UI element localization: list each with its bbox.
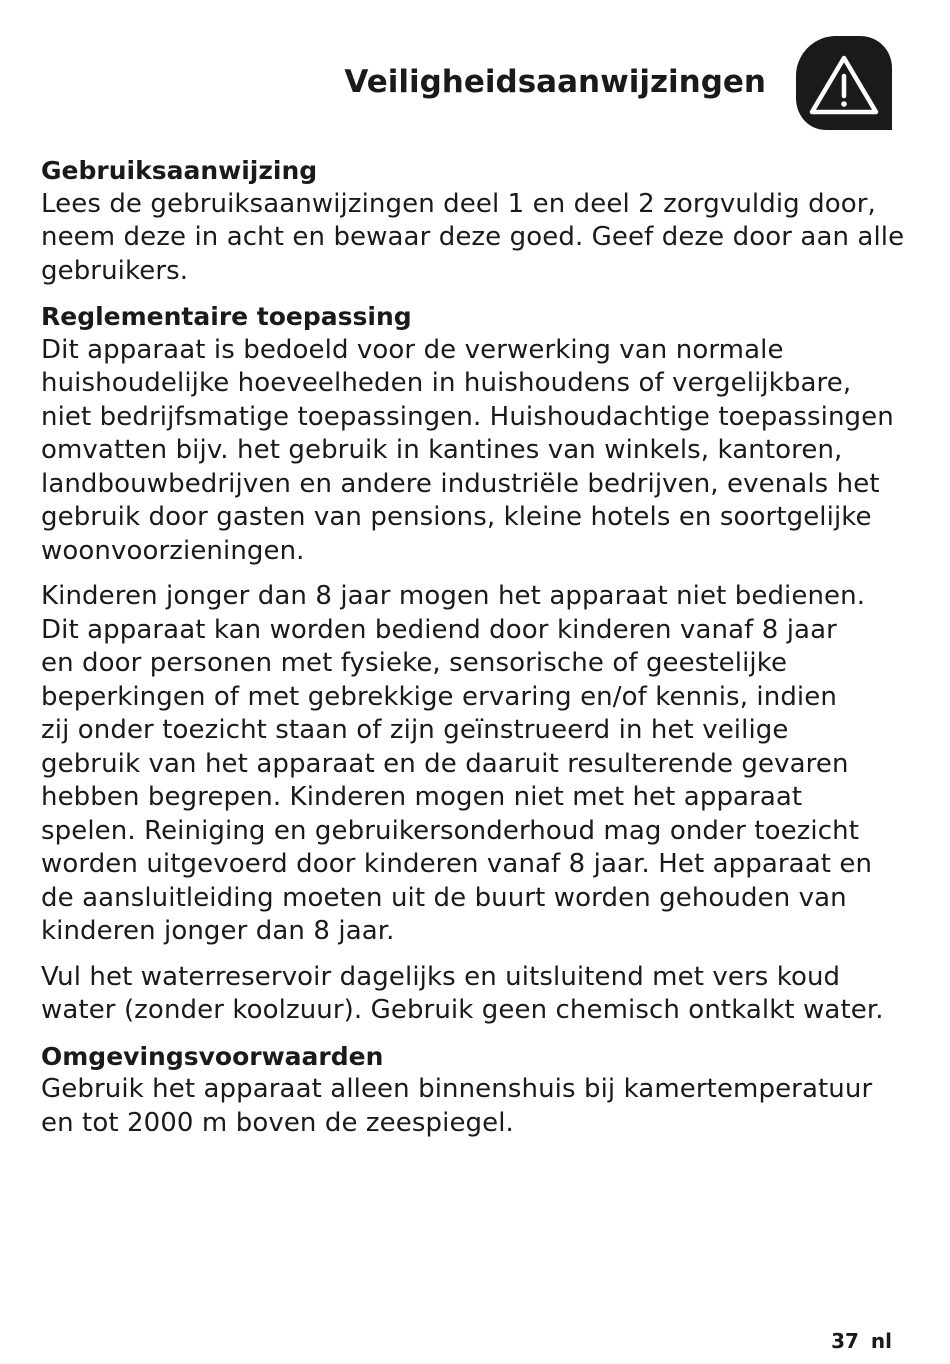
paragraph [41,188,911,289]
text-line: de aansluitleiding moeten uit de buurt worden gehouden van [41,882,847,913]
text-line: niet bedrijfsmatige toepassingen. Huishoudachtige toepassingen [41,401,894,432]
text-line: Vul het waterreservoir dagelijks en uitsluitend met vers koud [41,961,841,992]
page-title: Veiligheidsaanwijzingen [344,64,766,100]
text-line: neem deze in acht en bewaar deze goed. Geef deze door aan alle [41,222,905,252]
section-heading: Reglementaire toepassing [41,302,412,331]
paragraph [41,961,911,1028]
text-line: Dit apparaat kan worden bediend door kinderen vanaf 8 jaar [41,614,837,645]
text-line: Kinderen jonger dan 8 jaar mogen het apparaat niet bedienen. [41,581,866,611]
text-line: gebruik van het apparaat en de daaruit resulterende gevaren [41,748,849,779]
section-gebruiksaanwijzing [41,154,911,288]
paragraph [41,580,911,949]
page-number: 37 [831,1329,859,1353]
text-line: Gebruik het apparaat alleen binnenshuis bij kamertemperatuur [41,1074,873,1104]
section-heading: Gebruiksaanwijzing [41,156,318,185]
paragraph [41,1073,911,1140]
text-line: beperkingen of met gebrekkige ervaring en/of kennis, indien [41,681,837,712]
warning-triangle-icon [796,36,892,130]
page-footer [831,1328,892,1354]
warning-badge [796,36,892,130]
text-line: landbouwbedrijven en andere industriële bedrijven, evenals het [41,468,880,499]
text-line: spelen. Reiniging en gebruikersonderhoud mag onder toezicht [41,815,860,846]
text-line: huishoudelijke hoeveelheden in huishoudens of vergelijkbare, [41,368,852,398]
text-line: woonvoorzieningen. [41,535,305,566]
text-line: gebruik door gasten van pensions, kleine hotels en soortgelijke [41,502,872,532]
text-line: zij onder toezicht staan of zijn geïnstrueerd in het veilige [41,715,789,745]
page-content [41,154,911,1140]
text-line: en door personen met fysieke, sensorische of geestelijke [41,648,788,678]
text-line: Lees de gebruiksaanwijzingen deel 1 en deel 2 zorgvuldig door, [41,188,876,219]
section-reglementaire-toepassing [41,300,911,1028]
text-line: en tot 2000 m boven de zeespiegel. [41,1107,514,1138]
text-line: Dit apparaat is bedoeld voor de verwerking van normale [41,334,784,365]
language-code: nl [870,1329,892,1353]
section-omgevingsvoorwaarden [41,1040,911,1141]
text-line: water (zonder koolzuur). Gebruik geen chemisch ontkalkt water. [41,995,884,1025]
text-line: kinderen jonger dan 8 jaar. [41,916,395,946]
text-line: omvatten bijv. het gebruik in kantines van winkels, kantoren, [41,435,843,465]
section-heading: Omgevingsvoorwaarden [41,1041,384,1071]
text-line: gebruikers. [41,255,189,286]
text-line: hebben begrepen. Kinderen mogen niet met het apparaat [41,782,803,812]
paragraph [41,334,911,569]
text-line: worden uitgevoerd door kinderen vanaf 8 jaar. Het apparaat en [41,849,873,879]
